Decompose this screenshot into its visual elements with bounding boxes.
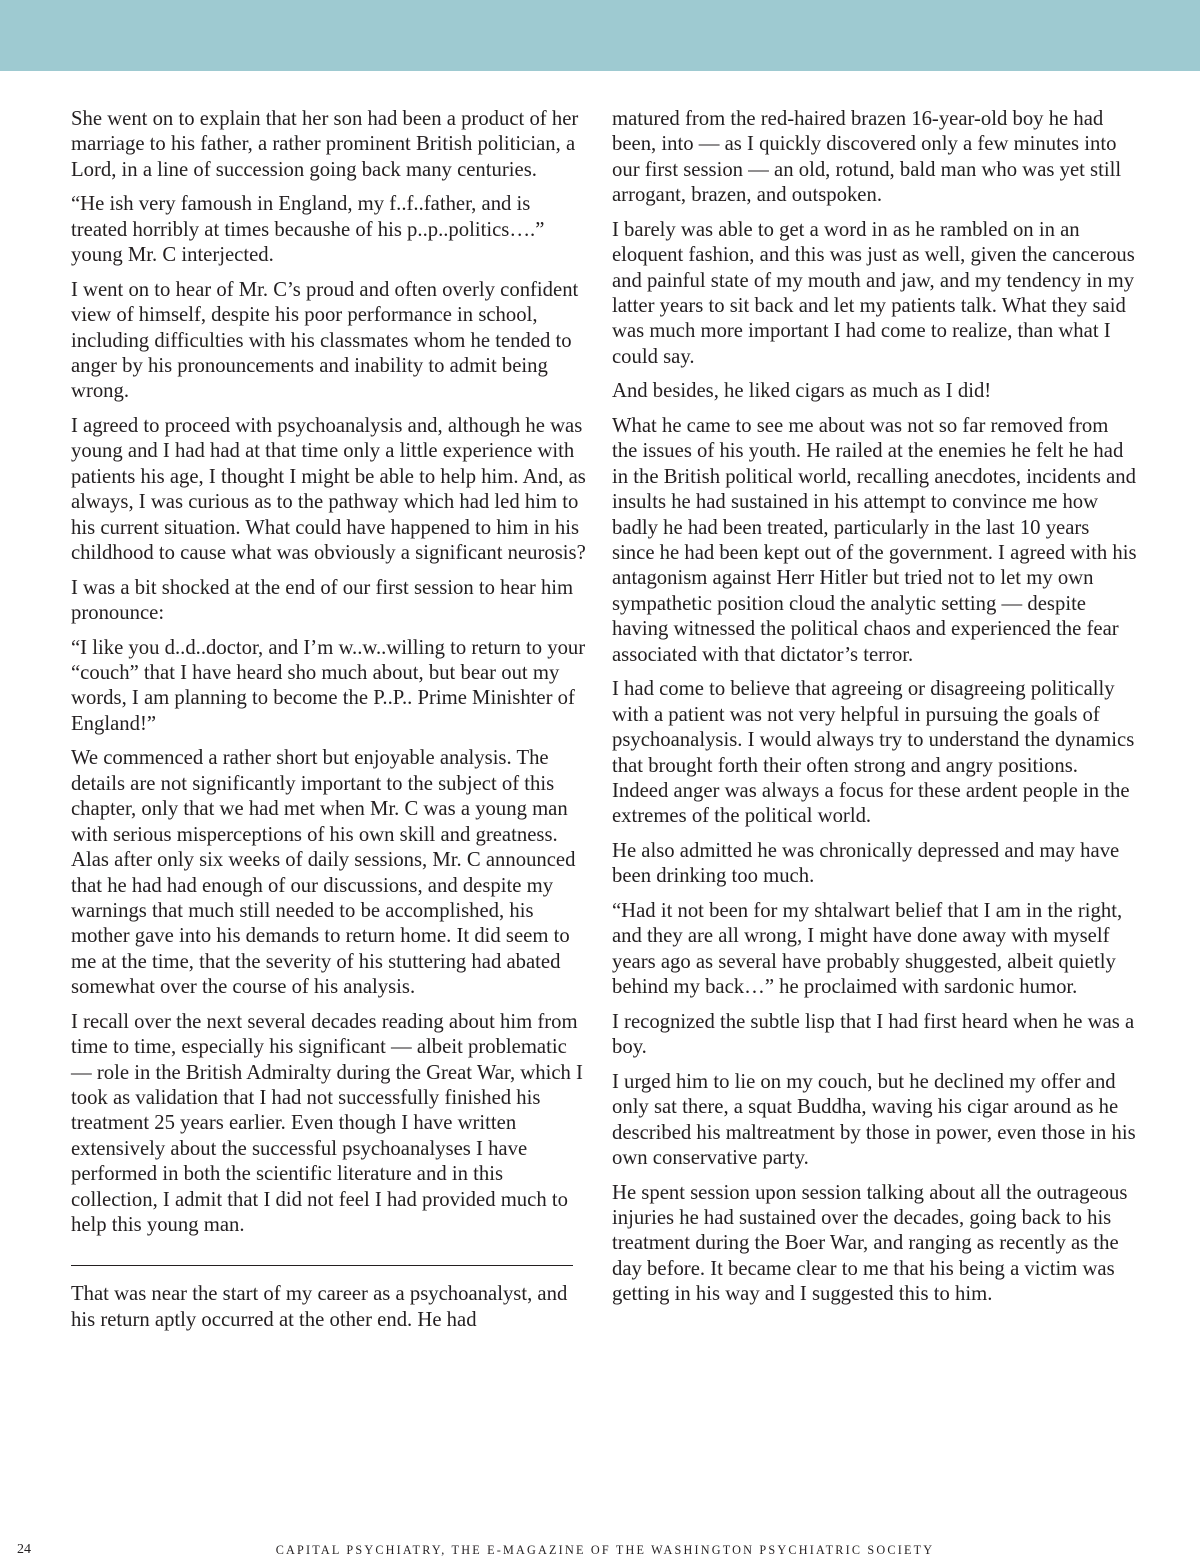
body-paragraph: We commenced a rather short but enjoyable analysis. The details are not significantly important to the subject of this chapter, only that we had met when Mr. C was a young man with serious misperceptions of his own skill and greatness. Alas after only six weeks of daily sessions, Mr. C announced that he had had enough of our discussions, and despite my warnings that much still needed to be accomplished, his mother gave into his demands to return home. It did seem to me at the time, that the severity of his stuttering had abated somewhat over the course of his analysis. bbox=[71, 747, 576, 999]
body-paragraph: I agreed to proceed with psychoanalysis and, although he was young and I had had at that time only a little experience with patients his age, I thought I might be able to help him. And, as always, I was curious as to the pathway which had led him to his current situation. What could have happened to him in his childhood to cause what was obviously a significant neurosis? bbox=[71, 415, 586, 565]
right-text-column bbox=[612, 107, 1137, 1317]
body-paragraph: I recognized the subtle lisp that I had first heard when he was a boy. bbox=[612, 1010, 1135, 1059]
body-paragraph: “I like you d..d..doctor, and I’m w..w..willing to return to your “couch” that I have heard sho much about, but bear out my words, I am planning to become the P..P.. Prime Minishter of England!” bbox=[71, 636, 586, 735]
body-paragraph: He also admitted he was chronically depressed and may have been drinking too much. bbox=[612, 839, 1120, 888]
body-paragraph: What he came to see me about was not so far removed from the issues of his youth. He railed at the enemies he felt he had in the British political world, recalling anecdotes, incidents and insults he had sustained in his attempt to convince me how badly he had been treated, particularly in the last 10 years since he had been kept out of the government. I agreed with his antagonism against Herr Hitler but tried not to let my own sympathetic position cloud the analytic setting — despite having witnessed the political chaos and experienced the fear associated with that dictator’s terror. bbox=[612, 415, 1137, 666]
header-color-band bbox=[0, 0, 1200, 71]
body-paragraph: “He ish very famoush in England, my f..f..father, and is treated horribly at times becaushe of his p..p..politics….” young Mr. C interjected. bbox=[71, 193, 545, 267]
section-separator bbox=[71, 1248, 591, 1273]
body-paragraph: I barely was able to get a word in as he rambled on in an eloquent fashion, and this was just as well, given the cancerous and painful state of my mouth and jaw, and my tendency in my latter years to sit back and let my patients talk. What they said was much more important I had come to realize, than what I could say. bbox=[612, 218, 1135, 368]
body-paragraph: I recall over the next several decades reading about him from time to time, especially his significant — albeit problematic — role in the British Admiralty during the Great War, which I took as validation that I had not successfully finished his treatment 25 years earlier. Even though I have written extensively about the successful psychoanalyses I have performed in both the scientific literature and in this collection, I admit that I did not feel I had provided much to help this young man. bbox=[71, 1010, 583, 1236]
page-number: 24 bbox=[17, 1542, 31, 1557]
magazine-title: CAPITAL PSYCHIATRY, THE E-MAGAZINE OF THE WASHINGTON PSYCHIATRIC SOCIETY bbox=[275, 1543, 935, 1557]
body-paragraph: And besides, he liked cigars as much as I did! bbox=[612, 380, 992, 403]
page-footer bbox=[0, 1540, 1200, 1560]
body-paragraph: I was a bit shocked at the end of our first session to hear him pronounce: bbox=[71, 576, 574, 625]
body-paragraph: He spent session upon session talking about all the outrageous injuries he had sustained over the decades, going back to his treatment during the Boer War, and ranging as recently as the day before. It became clear to me that his being a victim was getting in his way and I suggested this to him. bbox=[612, 1181, 1128, 1306]
body-paragraph: matured from the red-haired brazen 16-year-old boy he had been, into — as I quickly discovered only a few minutes into our first session — an old, rotund, bald man who was yet still arrogant, brazen, and outspoken. bbox=[612, 108, 1122, 207]
body-paragraph: I urged him to lie on my couch, but he declined my offer and only sat there, a squat Buddha, waving his cigar around as he described his maltreatment by those in power, even those in his own conservative party. bbox=[612, 1070, 1136, 1169]
separator-rule bbox=[71, 1265, 573, 1266]
body-paragraph: She went on to explain that her son had been a product of her marriage to his father, a rather prominent British politician, a Lord, in a line of succession going back many centuries. bbox=[71, 108, 579, 181]
body-paragraph: “Had it not been for my shtalwart belief that I am in the right, and they are all wrong, I might have done away with myself years ago as several have probably shuggested, albeit quietly behind my back…” he proclaimed with sardonic humor. bbox=[612, 899, 1123, 999]
body-paragraph: I went on to hear of Mr. C’s proud and often overly confident view of himself, despite his poor performance in school, including difficulties with his classmates whom he tended to anger by his pronouncements and inability to admit being wrong. bbox=[71, 278, 579, 403]
body-paragraph: That was near the start of my career as a psychoanalyst, and his return aptly occurred at the other end. He had bbox=[71, 1283, 568, 1331]
left-text-column bbox=[71, 107, 591, 1342]
body-paragraph: I had come to believe that agreeing or disagreeing politically with a patient was not very helpful in pursuing the goals of psychoanalysis. I would always try to understand the dynamics that brought forth their often strong and angry positions. Indeed anger was always a focus for these ardent people in the extremes of the political world. bbox=[612, 678, 1135, 828]
